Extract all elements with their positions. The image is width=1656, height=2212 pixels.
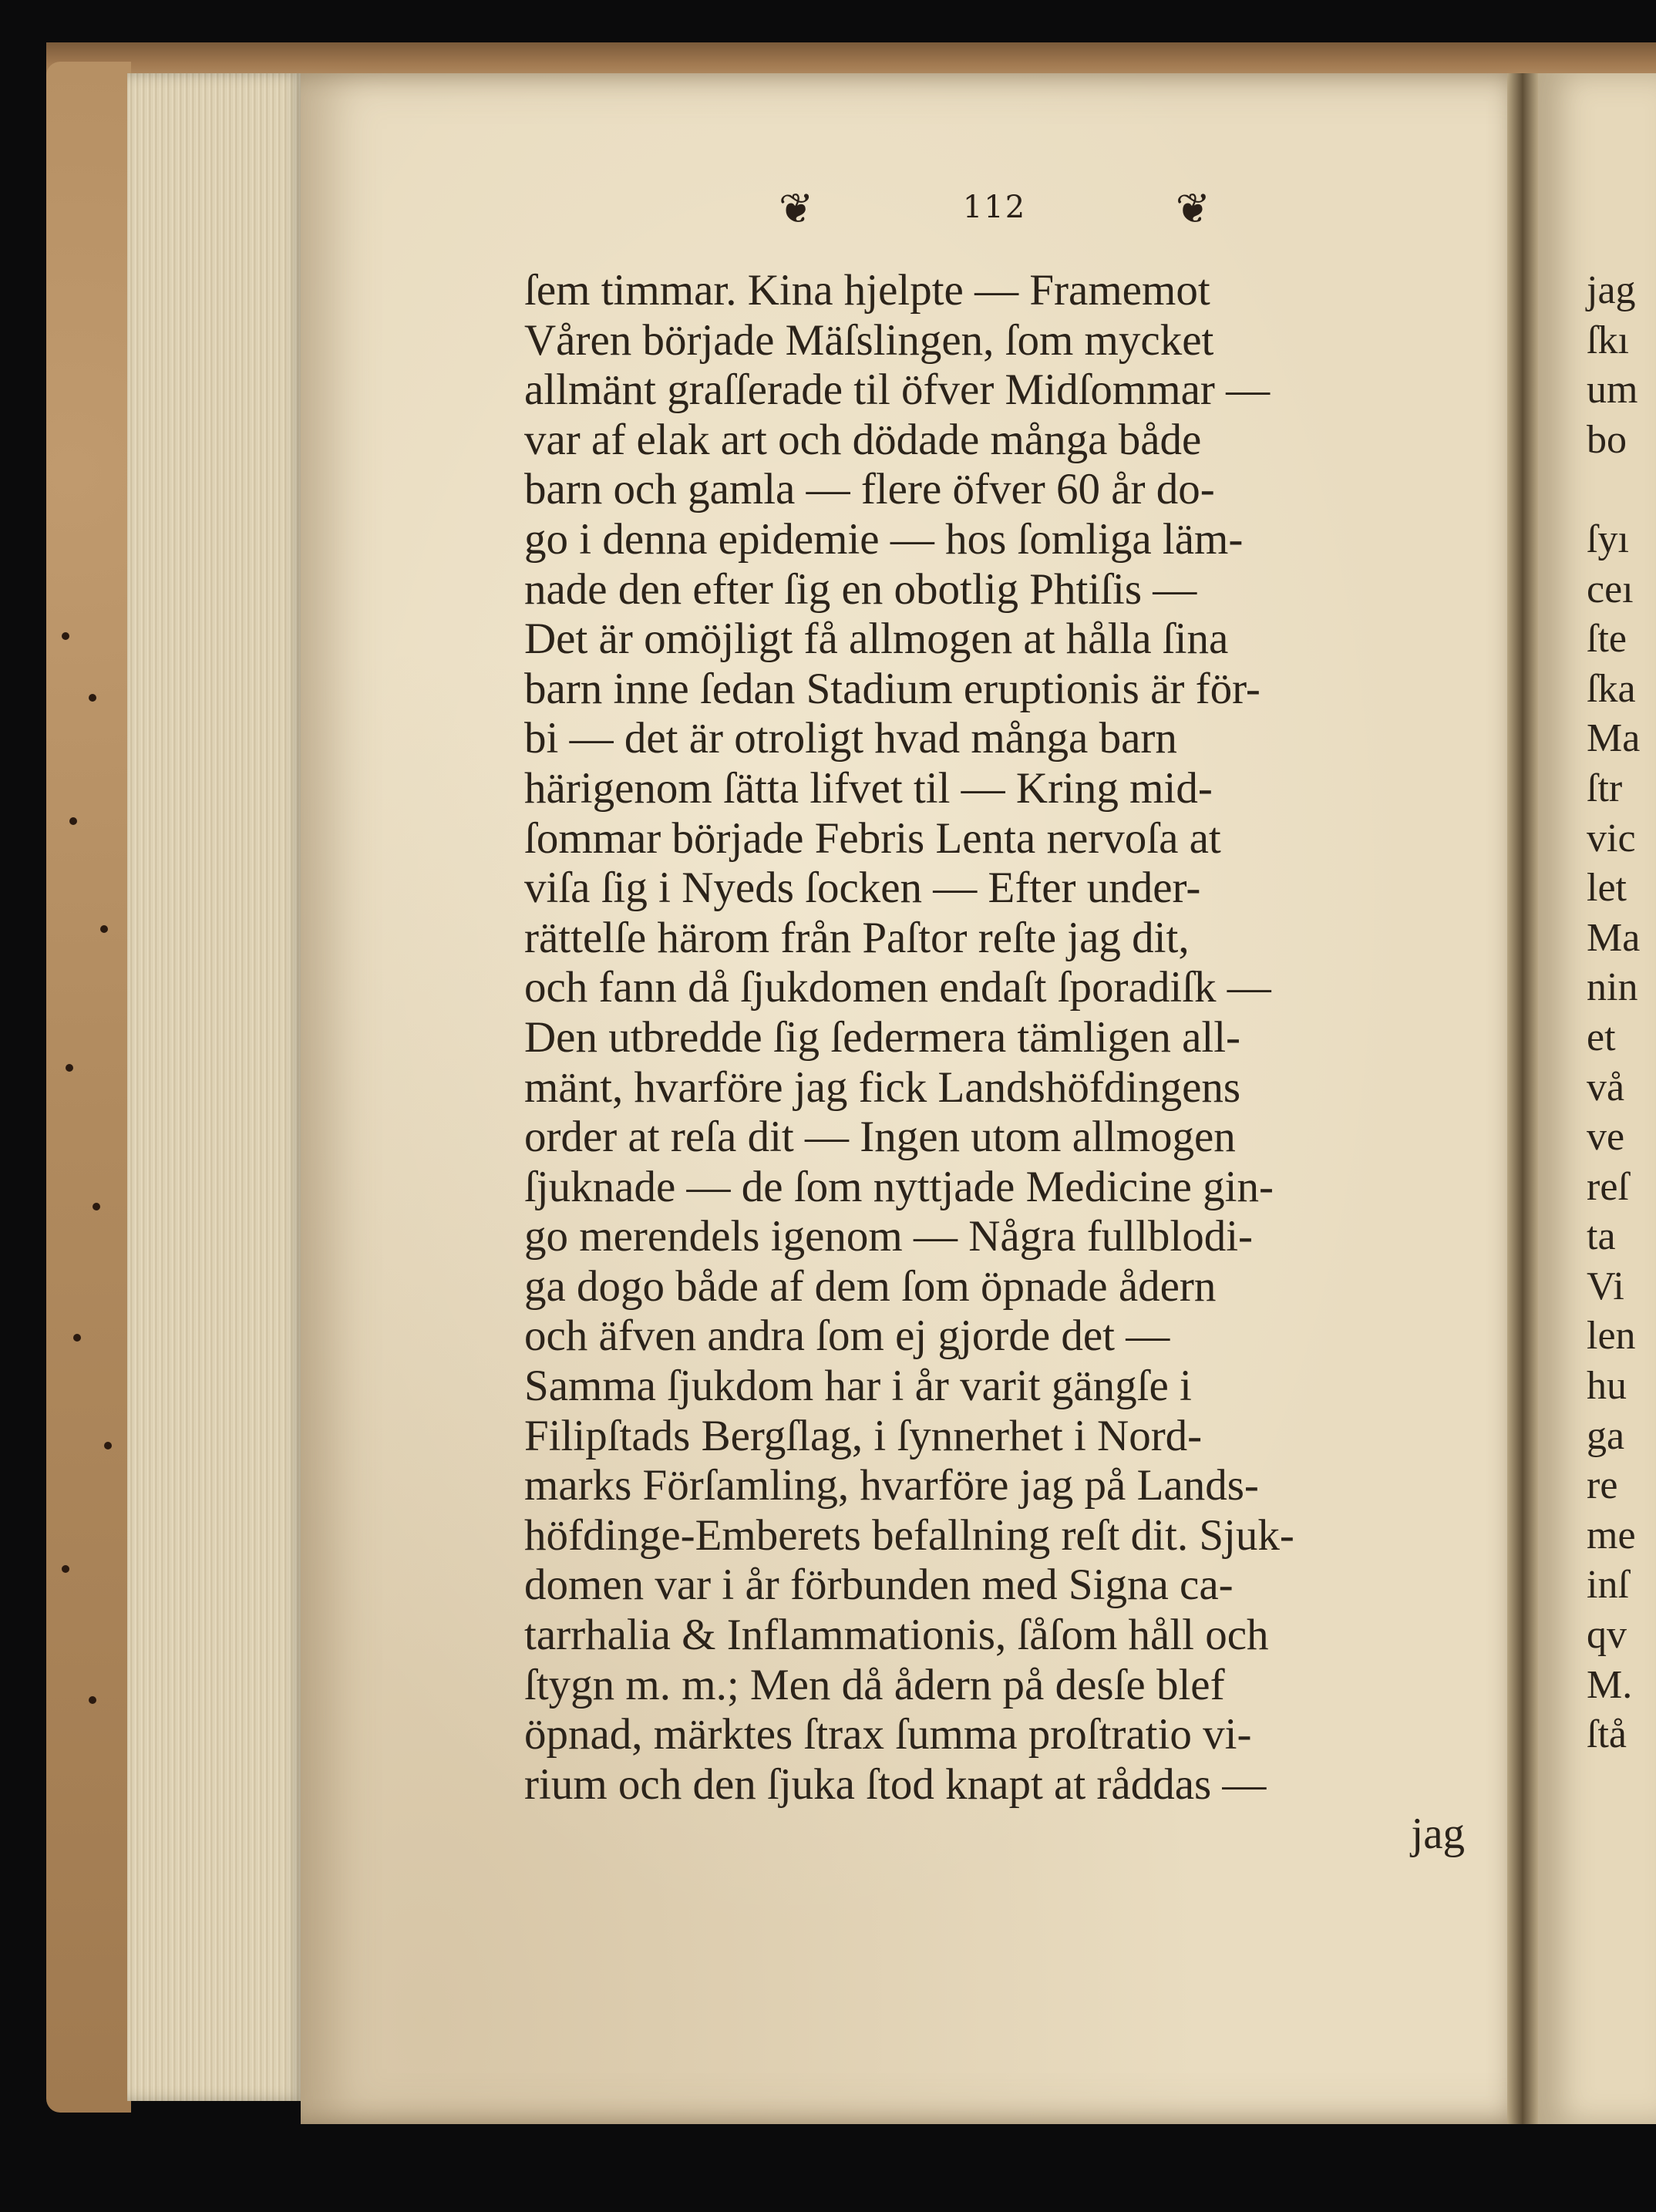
adjacent-text-fragment: Vi	[1587, 1264, 1624, 1308]
text-line: rättelſe härom från Paſtor reſte jag dit,	[524, 913, 1190, 962]
text-line: ſtygn m. m.; Men då ådern på desſe blef	[524, 1660, 1225, 1709]
page-block-edges	[127, 73, 305, 2101]
book-gutter	[1507, 73, 1538, 2124]
text-line: och äfven andra ſom ej gjorde det —	[524, 1311, 1170, 1361]
adjacent-text-fragment: me	[1587, 1513, 1636, 1557]
adjacent-text-fragment: ve	[1587, 1115, 1625, 1160]
text-line: barn inne ſedan Stadium eruptionis är för-	[524, 664, 1261, 713]
page-body-text	[524, 266, 1465, 1860]
adjacent-text-fragment: ſkı	[1587, 318, 1629, 362]
page-number: 112	[962, 190, 1027, 225]
text-line: Det är omöjligt få allmogen at hålla ſina	[524, 614, 1229, 664]
adjacent-text-fragment: reſ	[1587, 1164, 1629, 1209]
adjacent-text-fragment: let	[1587, 866, 1627, 911]
adjacent-text-fragment: jag	[1587, 268, 1636, 312]
catchword: jag	[1411, 1810, 1465, 1859]
text-line: barn och gamla — flere öfver 60 år do-	[524, 465, 1215, 514]
adjacent-text-fragment: ſte	[1587, 617, 1627, 662]
text-line: Samma ſjukdom har i år varit gängſe i	[524, 1362, 1192, 1411]
adjacent-text-fragment: len	[1587, 1314, 1636, 1359]
text-line: viſa ſig i Nyeds ſocken — Efter under-	[524, 864, 1201, 913]
left-ornament-icon: ❦	[779, 184, 814, 233]
book-cover-left-edge	[46, 62, 131, 2113]
adjacent-text-fragment: ſtå	[1587, 1712, 1627, 1757]
text-line: ſjuknade — de ſom nyttjade Medicine gin-	[524, 1162, 1274, 1211]
text-line: härigenom ſätta lifvet til — Kring mid-	[524, 763, 1213, 813]
text-line: domen var i år förbunden med Signa ca-	[524, 1561, 1234, 1610]
adjacent-text-fragment: ceı	[1587, 567, 1634, 611]
text-line: öpnad, märktes ſtrax ſumma proſtratio vi-	[524, 1710, 1252, 1759]
adjacent-text-fragment: M.	[1587, 1662, 1633, 1707]
adjacent-text-fragment: ga	[1587, 1413, 1625, 1458]
text-line: go i denna epidemie — hos ſomliga läm-	[524, 514, 1244, 564]
text-line: ſem timmar. Kina hjelpte — Framemot	[524, 266, 1210, 315]
adjacent-text-fragment: vå	[1587, 1065, 1625, 1109]
adjacent-text-fragment: bo	[1587, 417, 1627, 462]
adjacent-text-fragment: qv	[1587, 1613, 1627, 1658]
adjacent-text-fragment: Ma	[1587, 716, 1641, 761]
text-line: nade den efter ſig en obotlig Phtiſis —	[524, 564, 1197, 614]
text-line: höfdinge-Emberets befallning reſt dit. Sjuk-	[524, 1510, 1294, 1560]
text-line: allmänt graſſerade til öfver Midſommar —	[524, 365, 1271, 415]
adjacent-text-fragment: hu	[1587, 1364, 1627, 1409]
adjacent-text-fragment: ſtr	[1587, 766, 1623, 810]
text-line: bi — det är otroligt hvad många barn	[524, 714, 1177, 763]
adjacent-text-fragment: re	[1587, 1463, 1618, 1508]
right-ornament-icon: ❦	[1175, 184, 1210, 233]
text-line: marks Förſamling, hvarföre jag på Lands-	[524, 1461, 1259, 1510]
text-line: ga dogo både af dem ſom öpnade ådern	[524, 1261, 1217, 1311]
adjacent-text-fragment: inſ	[1587, 1563, 1629, 1608]
text-line: mänt, hvarföre jag fick Landshöfdingens	[524, 1062, 1241, 1112]
page-header	[779, 185, 1210, 231]
adjacent-text-fragment	[1587, 465, 1656, 515]
adjacent-text-fragment: et	[1587, 1015, 1616, 1059]
adjacent-text-fragment: ſyı	[1587, 517, 1629, 561]
text-line: var af elak art och dödade många både	[524, 415, 1202, 464]
adjacent-page-text	[1587, 266, 1656, 1760]
text-line: rium och den ſjuka ſtod knapt at råddas —	[524, 1759, 1267, 1809]
text-line: go merendels igenom — Några fullblodi-	[524, 1212, 1254, 1261]
adjacent-text-fragment: ta	[1587, 1214, 1616, 1259]
text-line: Filipſtads Bergſlag, i ſynnerhet i Nord-	[524, 1411, 1203, 1460]
adjacent-text-fragment: nin	[1587, 965, 1638, 1010]
adjacent-text-fragment: um	[1587, 368, 1638, 412]
adjacent-text-fragment: vic	[1587, 816, 1636, 860]
text-line: tarrhalia & Inflammationis, ſåſom håll och	[524, 1611, 1269, 1660]
adjacent-text-fragment: Ma	[1587, 915, 1641, 960]
text-line: Den utbredde ſig ſedermera tämligen all-	[524, 1012, 1241, 1062]
text-line: och fann då ſjukdomen endaſt ſporadiſk —	[524, 963, 1271, 1012]
text-line: ſommar började Febris Lenta nervoſa at	[524, 813, 1221, 863]
text-line: Våren började Mäſslingen, ſom mycket	[524, 315, 1214, 365]
text-line: order at reſa dit — Ingen utom allmogen	[524, 1113, 1236, 1162]
adjacent-text-fragment: ſka	[1587, 666, 1636, 711]
